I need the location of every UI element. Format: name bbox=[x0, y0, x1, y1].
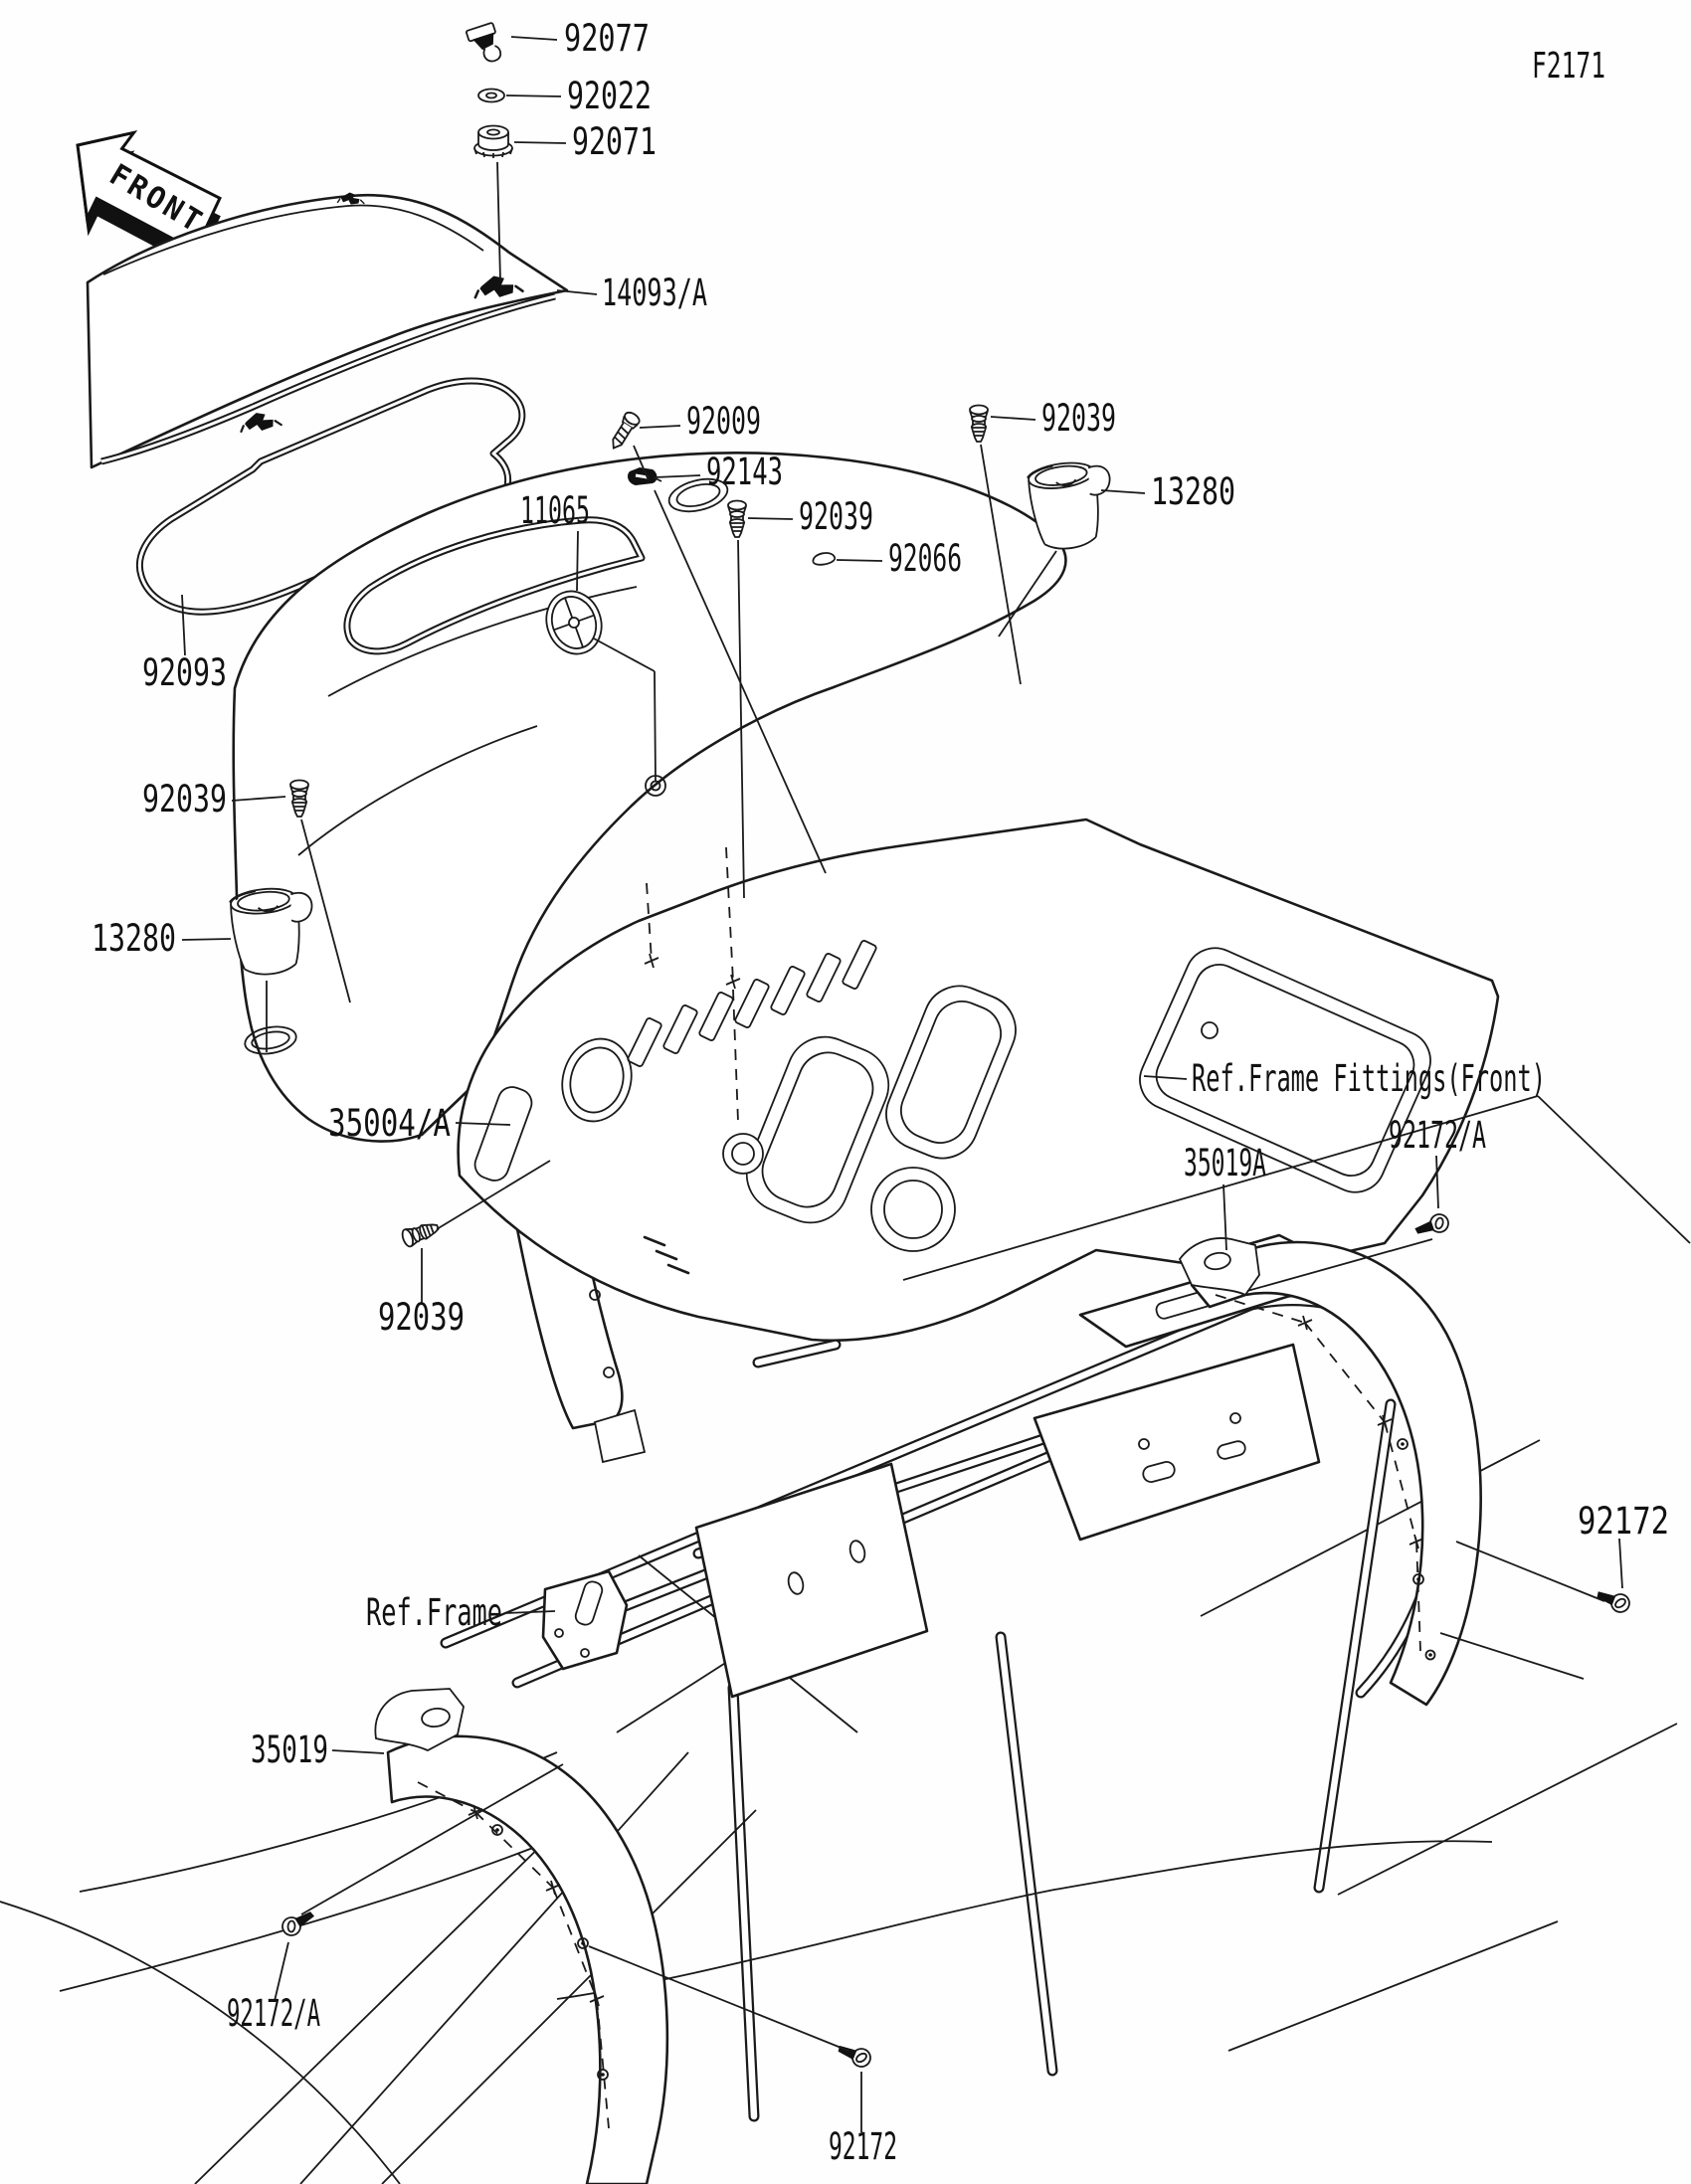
part-label-92172A-right: 92172/A bbox=[1389, 1114, 1486, 1157]
part-label-92039-topright: 92039 bbox=[1041, 397, 1116, 440]
leader-line-92066 bbox=[837, 560, 882, 561]
callout-line bbox=[655, 671, 656, 782]
fastener-92071-nut bbox=[474, 126, 512, 159]
part-label-ref-frame: Ref.Frame bbox=[366, 1591, 502, 1634]
fastener-92022-washer bbox=[478, 90, 504, 102]
leader-line-13280-right bbox=[1101, 490, 1145, 493]
part-label-11065: 11065 bbox=[520, 489, 590, 532]
part-label-92172-right: 92172 bbox=[1578, 1500, 1669, 1543]
part-label-92172-bottom: 92172 bbox=[829, 2125, 897, 2168]
figure-code: F2171 bbox=[1532, 46, 1605, 87]
part-label-92066: 92066 bbox=[888, 537, 962, 580]
part-label-92009: 92009 bbox=[686, 400, 761, 443]
front-arrow-text: FRONT bbox=[102, 157, 212, 242]
part-label-13280-right: 13280 bbox=[1151, 470, 1235, 513]
leader-line-92039-topright bbox=[991, 417, 1035, 420]
leader-line-35019 bbox=[332, 1750, 384, 1753]
callout-line bbox=[1456, 1542, 1604, 1601]
part-label-92143: 92143 bbox=[706, 451, 783, 493]
leader-line-11065 bbox=[577, 531, 578, 591]
part-label-92071: 92071 bbox=[572, 120, 657, 163]
fender-flare-left bbox=[375, 1689, 666, 2184]
part-label-35004A: 35004/A bbox=[328, 1102, 451, 1145]
part-label-92172A-bottom: 92172/A bbox=[227, 1992, 320, 2035]
fastener-92077 bbox=[466, 23, 503, 67]
screw-92172-right bbox=[1594, 1586, 1631, 1615]
screw-92009 bbox=[607, 410, 642, 452]
part-label-35019: 35019 bbox=[251, 1729, 328, 1771]
part-label-92022: 92022 bbox=[567, 75, 652, 117]
part-label-92093: 92093 bbox=[142, 651, 227, 694]
leader-line-92022 bbox=[506, 95, 561, 96]
leader-line-92077 bbox=[511, 37, 557, 40]
screw-92172A-right bbox=[1412, 1212, 1450, 1240]
part-label-35019A: 35019A bbox=[1184, 1142, 1266, 1184]
leader-line-92039-mid bbox=[748, 518, 793, 519]
part-label-13280-left: 13280 bbox=[92, 917, 176, 960]
leader-line-92071 bbox=[514, 142, 566, 143]
leader-line-92009 bbox=[640, 426, 680, 428]
part-label-14093A: 14093/A bbox=[602, 272, 707, 314]
console-bracket bbox=[696, 1464, 927, 1697]
callout-line bbox=[1440, 1633, 1584, 1679]
screw-92172-bottom bbox=[835, 2040, 872, 2069]
leader-line-13280-left bbox=[182, 939, 231, 940]
leader-line-92172-right bbox=[1619, 1539, 1622, 1588]
part-label-ref-frame-fittings: Ref.Frame Fittings(Front) bbox=[1192, 1057, 1546, 1100]
part-label-92077: 92077 bbox=[564, 17, 650, 60]
part-label-92039-bottom: 92039 bbox=[378, 1296, 465, 1339]
leader-line-92093 bbox=[182, 595, 185, 655]
part-label-92039-mid: 92039 bbox=[799, 495, 873, 538]
part-label-92039-left: 92039 bbox=[142, 778, 227, 820]
